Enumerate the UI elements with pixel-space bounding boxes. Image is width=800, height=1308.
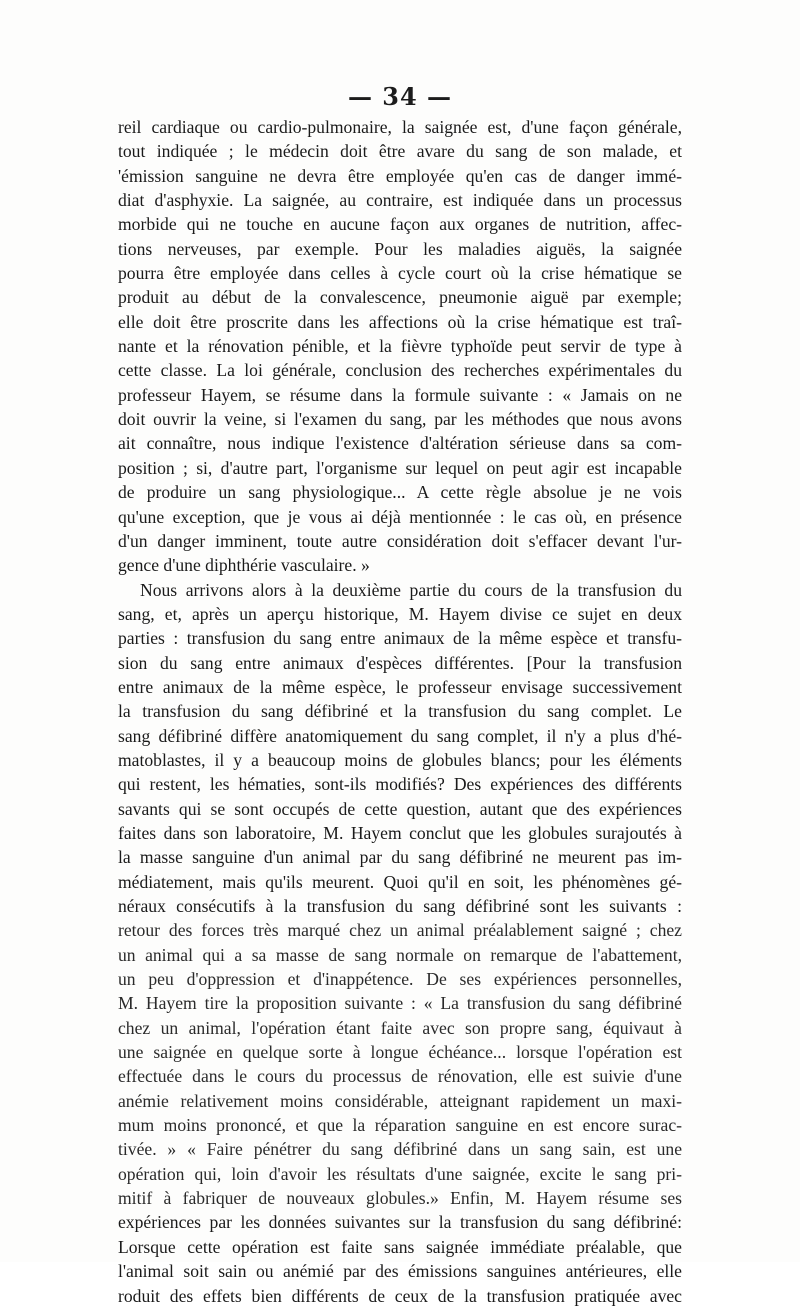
text-line: reil cardiaque ou cardio-pulmonaire, la saignée est, d'une façon générale,	[118, 117, 682, 137]
paragraph-start-line: Nous arrivons alors à la deuxième partie du cours de la transfusion du	[140, 579, 682, 600]
text-line: de produire un sang physiologique... A cette règle absolue je ne vois	[118, 482, 682, 503]
text-line: roduit des effets bien différents de ceux de la transfusion pratiquée avec	[118, 1285, 682, 1306]
text-line: sang, et, après un aperçu historique, M. Hayem divise ce sujet en deux	[118, 603, 682, 624]
text-line: l'animal soit sain ou anémié par des émissions sanguines antérieures, elle	[118, 1261, 682, 1282]
text-line: nante et la rénovation pénible, et la fièvre typhoïde peut servir de type à	[118, 336, 682, 357]
text-line: ait connaître, nous indique l'existence d'altération sérieuse dans sa com-	[118, 433, 682, 454]
text-line: la transfusion du sang défibriné et la transfusion du sang complet. Le	[118, 701, 682, 722]
text-line: M. Hayem tire la proposition suivante : « La transfusion du sang défibriné	[118, 993, 682, 1014]
body-text	[118, 115, 682, 1308]
text-line: opération qui, loin d'avoir les résultats d'une saignée, excite le sang pri-	[118, 1163, 682, 1184]
text-line: doit ouvrir la veine, si l'examen du sang, par les méthodes que nous avons	[118, 409, 682, 430]
text-line: diat d'asphyxie. La saignée, au contraire, est indiquée dans un processus	[118, 190, 682, 211]
text-line: tions nerveuses, par exemple. Pour les maladies aiguës, la saignée	[118, 238, 682, 259]
text-line: pourra être employée dans celles à cycle court où la crise hématique se	[118, 263, 682, 284]
text-line: faites dans son laboratoire, M. Hayem conclut que les globules surajoutés à	[118, 822, 682, 843]
text-line: parties : transfusion du sang entre animaux de la même espèce et transfu-	[118, 628, 682, 649]
text-line: retour des forces très marqué chez un animal préalablement saigné ; chez	[118, 920, 682, 941]
text-line: une saignée en quelque sorte à longue échéance... lorsque l'opération est	[118, 1042, 682, 1063]
text-line: qui restent, les hématies, sont-ils modifiés? Des expériences des différents	[118, 774, 682, 795]
text-line: tivée. » « Faire pénétrer du sang défibriné dans un sang sain, est une	[118, 1139, 682, 1160]
text-line: un animal qui a sa masse de sang normale on remarque de l'abattement,	[118, 944, 682, 965]
text-line: mum moins prononcé, et que la réparation sanguine en est encore surac-	[118, 1115, 682, 1136]
text-line: qu'une exception, que je vous ai déjà mentionnée : le cas où, en présence	[118, 506, 682, 527]
text-line: matoblastes, il y a beaucoup moins de globules blancs; pour les éléments	[118, 749, 682, 770]
text-line: effectuée dans le cours du processus de rénovation, elle est suivie d'une	[118, 1066, 682, 1087]
text-line: elle doit être proscrite dans les affections où la crise hématique est traî-	[118, 311, 682, 332]
text-line: sion du sang entre animaux d'espèces différentes. [Pour la transfusion	[118, 652, 682, 673]
text-line: position ; si, d'autre part, l'organisme sur lequel on peut agir est incapable	[118, 457, 682, 478]
text-line: produit au début de la convalescence, pneumonie aiguë par exemple;	[118, 287, 682, 308]
text-line: Lorsque cette opération est faite sans saignée immédiate préalable, que	[118, 1236, 682, 1257]
text-line: professeur Hayem, se résume dans la formule suivante : « Jamais on ne	[118, 384, 682, 405]
text-line: la masse sanguine d'un animal par du sang défibriné ne meurent pas im-	[118, 847, 682, 868]
text-line: anémie relativement moins considérable, atteignant rapidement un maxi-	[118, 1090, 682, 1111]
text-line: cette classe. La loi générale, conclusion des recherches expérimentales du	[118, 360, 682, 381]
text-line: d'un danger imminent, toute autre considération doit s'effacer devant l'ur-	[118, 530, 682, 551]
text-line: sang défibriné diffère anatomiquement du sang complet, il n'y a plus d'hé-	[118, 725, 682, 746]
text-line: morbide qui ne touche en aucune façon aux organes de nutrition, affec-	[118, 214, 682, 235]
page-number: — 34 —	[347, 82, 453, 111]
paragraph-end-line: gence d'une diphthérie vasculaire. »	[118, 555, 370, 576]
text-line: expériences par les données suivantes sur la transfusion du sang défibriné:	[118, 1212, 682, 1233]
text-line: médiatement, mais qu'ils meurent. Quoi qu'il en soit, les phénomènes gé-	[118, 871, 682, 892]
text-line: chez un animal, l'opération étant faite avec son propre sang, équivaut à	[118, 1017, 682, 1038]
text-line: mitif à fabriquer de nouveaux globules.» Enfin, M. Hayem résume ses	[118, 1188, 682, 1209]
text-line: un peu d'oppression et d'inappétence. De ses expériences personnelles,	[118, 969, 682, 990]
text-line: savants qui se sont occupés de cette question, autant que des expériences	[118, 798, 682, 819]
text-line: entre animaux de la même espèce, le professeur envisage successivement	[118, 676, 682, 697]
text-line: 'émission sanguine ne devra être employée qu'en cas de danger immé-	[118, 165, 682, 186]
text-line: néraux consécutifs à la transfusion du sang défibriné sont les suivants :	[118, 896, 682, 916]
text-line: tout indiquée ; le médecin doit être avare du sang de son malade, et	[118, 141, 682, 162]
